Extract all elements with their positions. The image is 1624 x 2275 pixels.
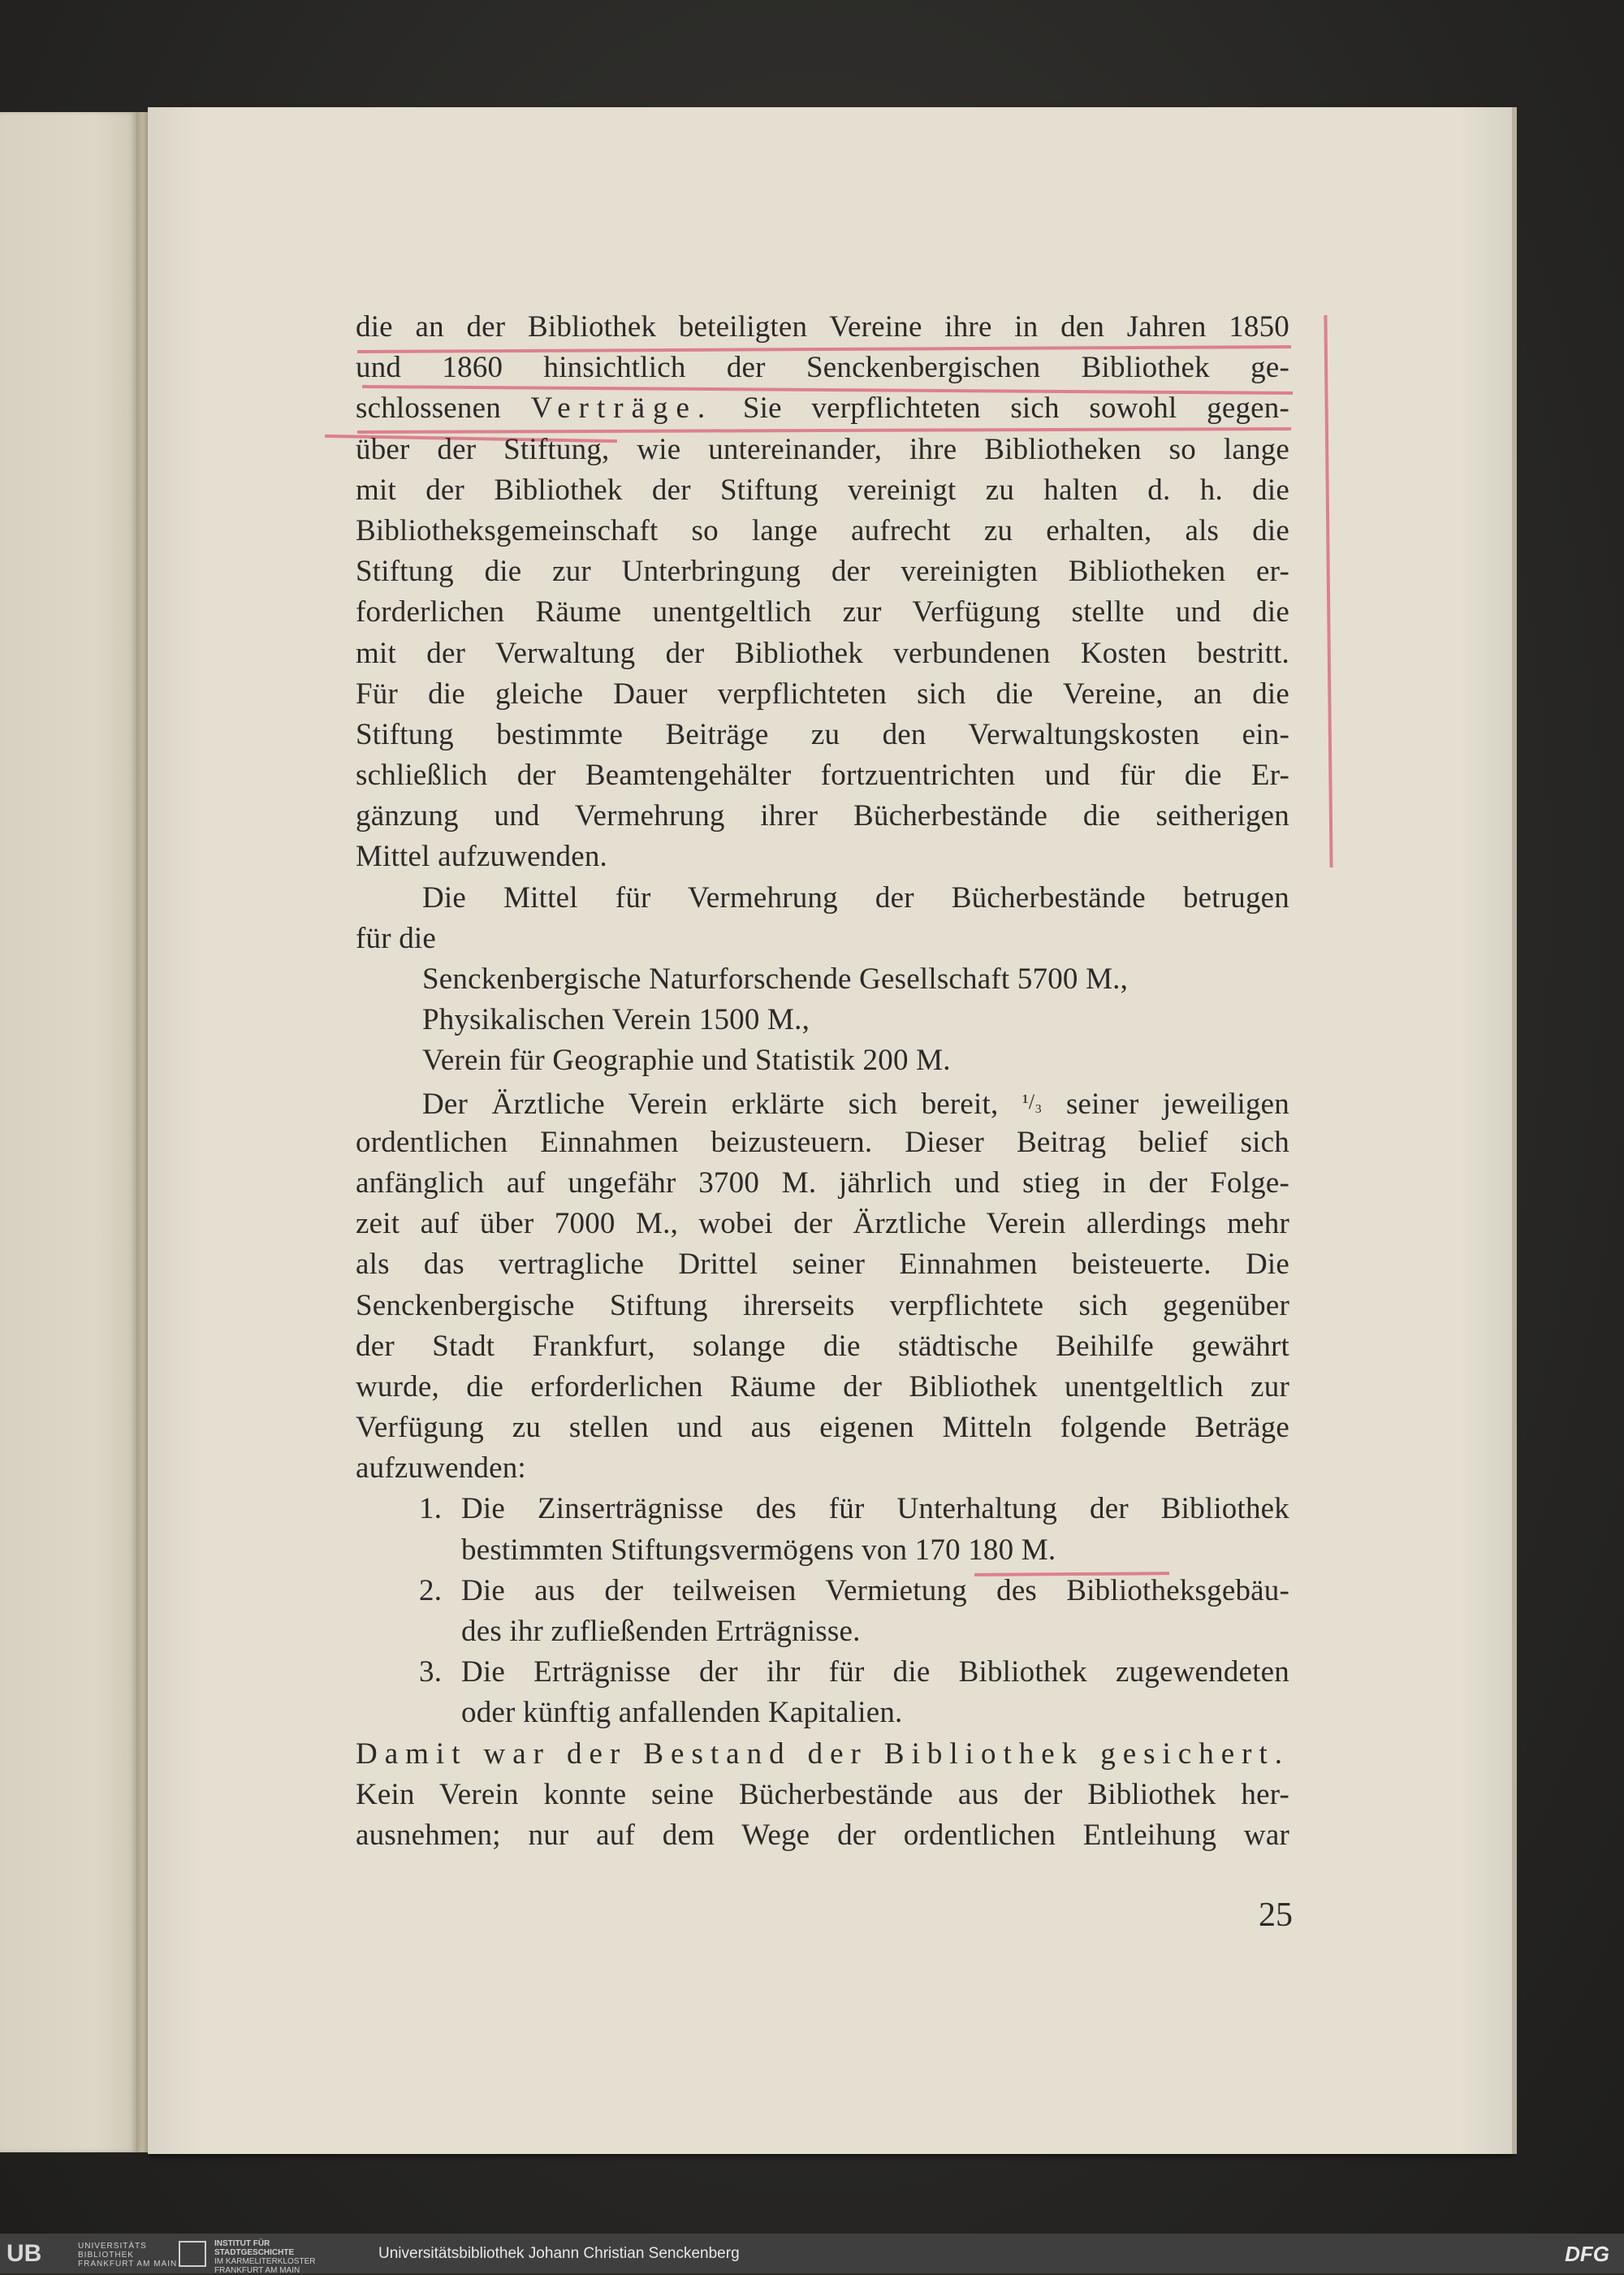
text-line: Kein Verein konnte seine Bücherbestände aus der Bibliothek her- <box>356 1777 1289 1811</box>
text-line: oder künftig anfallenden Kapitalien. <box>461 1696 903 1730</box>
body-text <box>356 307 1289 1856</box>
viewer-footer <box>0 2234 1624 2273</box>
text-line: und 1860 hinsichtlich der Senckenbergischen Bibliothek ge- <box>356 351 1289 385</box>
spaced-line: Damit war der Bestand der Bibliothek gesichert. <box>356 1737 1289 1771</box>
text-line: als das vertragliche Drittel seiner Einnahmen beisteuerte. Die <box>356 1248 1289 1282</box>
ub-logo-line: BIBLIOTHEK <box>78 2251 134 2260</box>
text-line: bestimmten Stiftungsvermögens von 170 180 M. <box>461 1533 1056 1567</box>
institute-logo-icon[interactable] <box>179 2241 206 2267</box>
text-line: ausnehmen; nur auf dem Wege der ordentlichen Entleihung war <box>356 1818 1289 1852</box>
text-line: Die Mittel für Vermehrung der Bücherbestände betrugen <box>422 880 1289 915</box>
left-page-edge <box>0 112 136 2152</box>
list-item <box>356 1652 1289 1733</box>
dfg-logo[interactable]: DFG <box>1565 2242 1609 2266</box>
text-line: über der Stiftung, wie untereinander, ihre Bibliotheken so lange <box>356 432 1289 466</box>
spaced-word: Verträge. <box>530 391 714 426</box>
text-line: zeit auf über 7000 M., wobei der Ärztliche Verein allerdings mehr <box>356 1207 1289 1241</box>
text-line: Verfügung zu stellen und aus eigenen Mitteln folgende Beträge <box>356 1411 1289 1445</box>
text-word: seiner jeweiligen <box>1065 1087 1290 1121</box>
ub-logo-text <box>78 2242 177 2269</box>
institute-logo-line: INSTITUT FÜR <box>214 2239 270 2248</box>
text-line: Mittel aufzuwenden. <box>356 840 607 874</box>
footer-title: Universitätsbibliothek Johann Christian Senckenberg <box>378 2245 740 2262</box>
list-item <box>356 1489 1289 1570</box>
text-line: Bibliotheksgemeinschaft so lange aufrecht zu erhalten, als die <box>356 513 1289 547</box>
institute-logo-line: STADTGESCHICHTE <box>214 2248 295 2257</box>
text-line: schließlich der Beamtengehälter fortzuentrichten und für die Er- <box>356 759 1289 793</box>
list-item <box>356 1571 1289 1652</box>
text-line: Für die gleiche Dauer verpflichteten sich die Vereine, an die <box>356 677 1289 711</box>
text-line: Senckenbergische Stiftung ihrerseits verpflichtete sich gegenüber <box>356 1288 1289 1322</box>
text-line: mit der Bibliothek der Stiftung vereinigt zu halten d. h. die <box>356 473 1289 507</box>
text-line: Die aus der teilweisen Vermietung des Bibliotheksgebäu- <box>461 1573 1289 1607</box>
text-word: schlossenen <box>356 391 501 426</box>
text-line: für die <box>356 921 436 955</box>
ub-logo-line: UNIVERSITÄTS <box>78 2242 147 2251</box>
text-line: aufzuwenden: <box>356 1451 526 1486</box>
text-word: Der Ärztliche Verein erklärte sich bereit, <box>422 1087 999 1121</box>
fraction: ¹/₃ <box>1021 1089 1043 1114</box>
text-line: Physikalischen Verein 1500 M., <box>422 1003 810 1037</box>
text-line <box>356 388 1289 429</box>
ub-logo-line: FRANKFURT AM MAIN <box>78 2260 178 2269</box>
text-line: des ihr zufließenden Erträgnisse. <box>461 1615 861 1648</box>
page-edge <box>1512 107 1517 2154</box>
institute-logo-line: FRANKFURT AM MAIN <box>214 2266 300 2275</box>
list-number: 1. <box>419 1492 443 1526</box>
list-number: 3. <box>419 1655 443 1689</box>
list-number: 2. <box>419 1573 443 1607</box>
text-line: gänzung und Vermehrung ihrer Bücherbestände die seitherigen <box>356 799 1289 833</box>
text-line: anfänglich auf ungefähr 3700 M. jährlich und stieg in der Folge- <box>356 1166 1289 1200</box>
ub-logo[interactable]: UB <box>6 2240 42 2267</box>
text-line: Senckenbergische Naturforschende Gesellschaft 5700 M., <box>422 962 1129 996</box>
page-number: 25 <box>1259 1897 1293 1934</box>
text-line: ordentlichen Einnahmen beizusteuern. Dieser Beitrag belief sich <box>356 1125 1289 1159</box>
text-line: Verein für Geographie und Statistik 200 M. <box>422 1044 951 1078</box>
text-line: Die Zinserträgnisse des für Unterhaltung der Bibliothek <box>461 1492 1289 1526</box>
text-line: forderlichen Räume unentgeltlich zur Verfügung stellte und die <box>356 595 1289 629</box>
text-line <box>356 1082 1289 1122</box>
text-line: Stiftung bestimmte Beiträge zu den Verwaltungskosten ein- <box>356 717 1289 751</box>
text-line: wurde, die erforderlichen Räume der Bibliothek unentgeltlich zur <box>356 1369 1289 1403</box>
institute-logo-line: IM KARMELITERKLOSTER <box>214 2257 316 2266</box>
text-line: mit der Verwaltung der Bibliothek verbundenen Kosten bestritt. <box>356 636 1289 670</box>
book-gutter <box>136 112 148 2152</box>
institute-logo-text <box>214 2239 315 2275</box>
text-line: der Stadt Frankfurt, solange die städtische Beihilfe gewährt <box>356 1329 1289 1363</box>
text-line: Stiftung die zur Unterbringung der vereinigten Bibliotheken er- <box>356 555 1289 589</box>
text-word: Sie verpflichteten sich sowohl gegen- <box>742 391 1290 426</box>
text-line: die an der Bibliothek beteiligten Vereine ihre in den Jahren 1850 <box>356 310 1289 344</box>
text-line: Die Erträgnisse der ihr für die Bibliothek zugewendeten <box>461 1655 1289 1689</box>
